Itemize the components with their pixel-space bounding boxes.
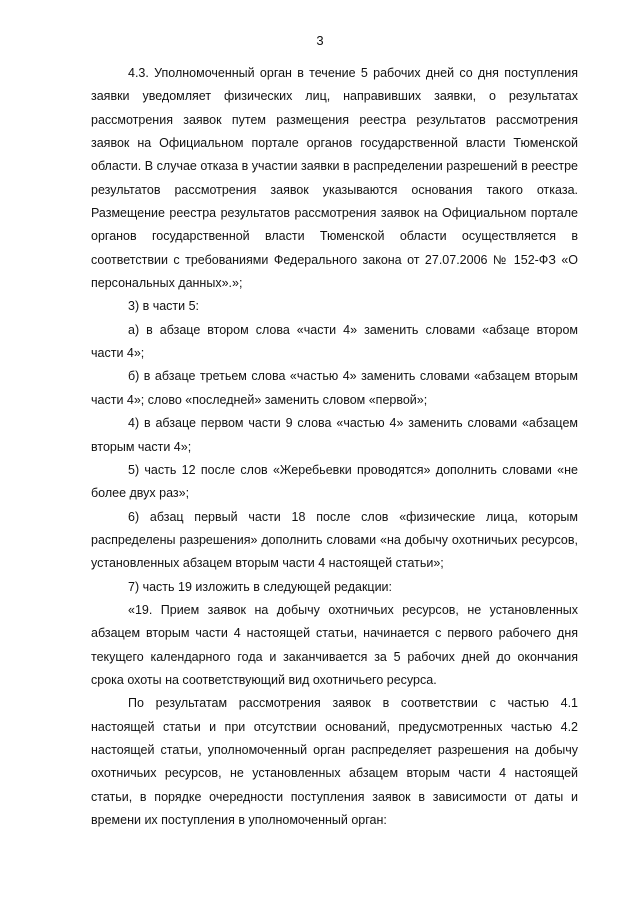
document-body [91, 62, 578, 832]
page-number: 3 [316, 33, 324, 48]
paragraph-4-3: 4.3. Уполномоченный орган в течение 5 рабочих дней со дня поступления заявки уведомляет физических лиц, направивших заявки, о результатах рассмотрения заявок путем размещения реестра результатов рассмотрения заявок на Официальном портале органов государственной власти Тюменской области. В случае отказа в участии заявки в распределении разрешений в реестре результатов рассмотрения заявок указываются основания такого отказа. Размещение реестра результатов рассмотрения заявок на Официальном портале органов государственной власти Тюменской области осуществляется в соответствии с требованиями Федерального закона от 27.07.2006 № 152-ФЗ «О персональных данных».»; [91, 66, 578, 291]
paragraph-item-4: 4) в абзаце первом части 9 слова «частью 4» заменить словами «абзацем вторым части 4»; [91, 416, 578, 454]
paragraph-results: По результатам рассмотрения заявок в соответствии с частью 4.1 настоящей статьи и при отсутствии оснований, предусмотренных частью 4.2 настоящей статьи, уполномоченный орган распределяет разрешения на добычу охотничьих ресурсов, не установленных абзацем вторым части 4 настоящей статьи, в порядке очередности поступления заявок в зависимости от даты и времени их поступления в уполномоченный орган: [91, 696, 578, 827]
paragraph-item-5: 5) часть 12 после слов «Жеребьевки проводятся» дополнить словами «не более двух раз»; [91, 462, 578, 501]
paragraph-part-19: «19. Прием заявок на добычу охотничьих ресурсов, не установленных абзацем вторым части 4 настоящей статьи, начинается с первого рабочего дня текущего календарного года и заканчивается за 5 рабочих дней до окончания срока охоты на соответствующий вид охотничьего ресурса. [91, 602, 578, 687]
paragraph-part-5: 3) в части 5: [128, 299, 200, 314]
paragraph-5-b: б) в абзаце третьем слова «частью 4» заменить словами «абзацем вторым части 4»; слово «последней» заменить словом «первой»; [91, 369, 578, 407]
paragraph-item-7: 7) часть 19 изложить в следующей редакции: [128, 579, 393, 594]
paragraph-item-6: 6) абзац первый части 18 после слов «физические лица, которым распределены разрешения» дополнить словами «на добычу охотничьих ресурсов, установленных абзацем вторым части 4 настоящей статьи»; [91, 509, 578, 571]
paragraph-5-a: а) в абзаце втором слова «части 4» заменить словами «абзаце втором части 4»; [91, 322, 578, 361]
